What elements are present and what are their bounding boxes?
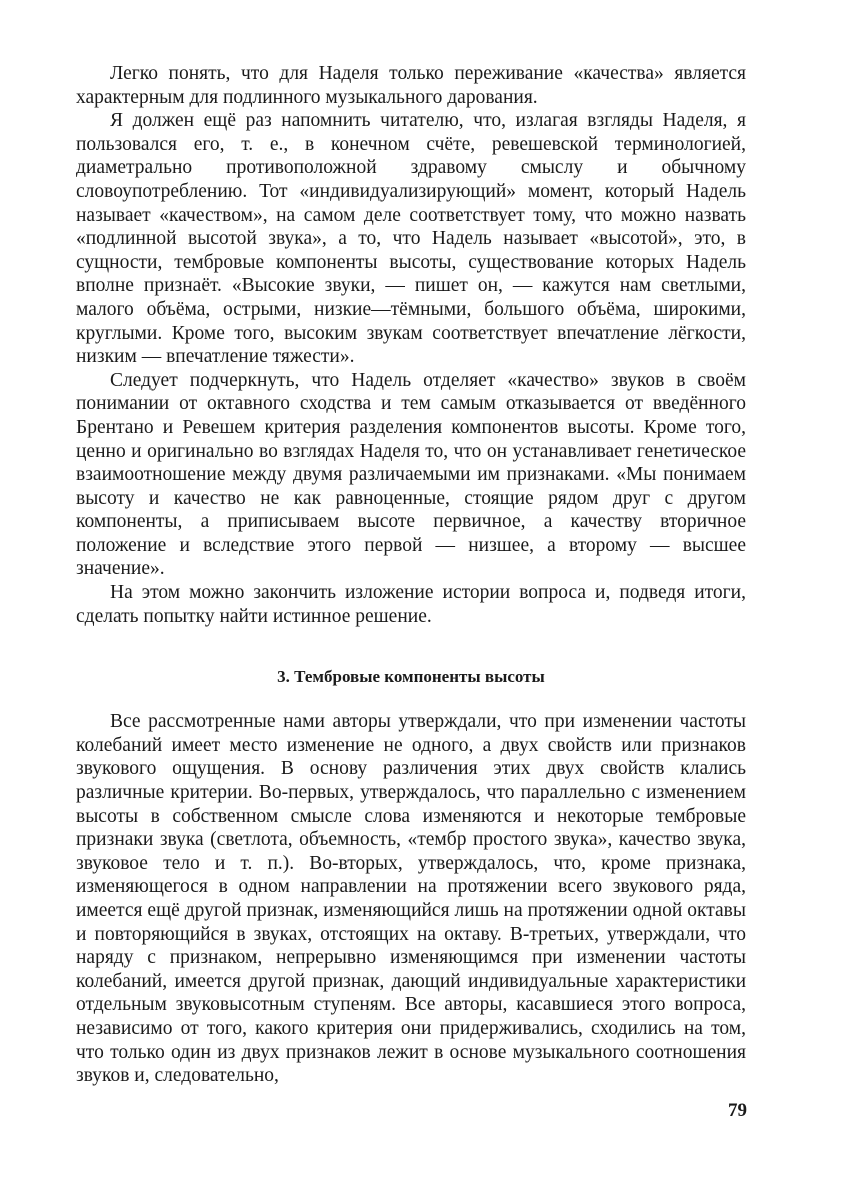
paragraph: Я должен ещё раз напомнить читателю, что, излагая взгляды Наделя, я пользовался его, т. е., в конечном счёте, ревешевской терминологией, диаметрально противоположной здравому смыслу и обычному словоупотреблению. Тот «индивидуализирующий» момент, который Надель называет «качеством», на самом деле соответствует тому, что можно назвать «подлинной высотой звука», а то, что Надель называет «высотой», это, в сущности, тембровые компоненты высоты, существование которых Надель вполне признаёт. «Высокие звуки, — пишет он, — кажутся нам светлыми, малого объёма, острыми, низкие—тёмными, большого объёма, широкими, круглыми. Кроме того, высоким звукам соответствует впечатление лёгкости, низким — впечатление тяжести».	[76, 110, 746, 368]
paragraph: Все рассмотренные нами авторы утверждали, что при изменении частоты колебаний имеет место изменение не одного, а двух свойств или признаков звукового ощущения. В основу различения этих двух свойств клались различные критерии. Во-первых, утверждалось, что параллельно с изменением высоты в собственном смысле слова изменяются и некоторые тембровые признаки звука (светлота, объемность, «тембр простого звука», качество звука, звуковое тело и т. п.). Во-вторых, утверждалось, что, кроме признака, изменяющегося в одном направлении на протяжении всего звукового ряда, имеется ещё другой признак, изменяющийся лишь на протяжении одной октавы и повторяющийся в звуках, отстоящих на октаву. В-третьих, утверждали, что наряду с признаком, непрерывно изменяющимся при изменении частоты колебаний, имеется другой признак, дающий индивидуальные характеристики отдельным звуковысотным ступеням. Все авторы, касавшиеся этого вопроса, независимо от того, какого критерия они придерживались, сходились на том, что только один из двух признаков лежит в основе музыкального соотношения звуков и, следовательно,	[76, 711, 746, 1087]
page-number: 79	[728, 1100, 747, 1121]
section-heading: 3. Тембровые компоненты высоты	[277, 667, 545, 687]
paragraph: Легко понять, что для Наделя только переживание «качества» является характерным для подлинного музыкального дарования.	[76, 63, 746, 108]
paragraph: Следует подчеркнуть, что Надель отделяет «качество» звуков в своём понимании от октавного сходства и тем самым отказывается от введённого Брентано и Ревешем критерия разделения компонентов высоты. Кроме того, ценно и оригинально во взглядах Наделя то, что он устанавливает генетическое взаимоотношение между двумя различаемыми им признаками. «Мы понимаем высоту и качество не как равноценные, стоящие рядом друг с другом компоненты, а приписываем высоте первичное, а качеству вторичное положение и вследствие этого первой — низшее, а второму — высшее значение».	[76, 369, 746, 580]
paragraph: На этом можно закончить изложение истории вопроса и, подведя итоги, сделать попытку найти истинное решение.	[76, 582, 746, 627]
